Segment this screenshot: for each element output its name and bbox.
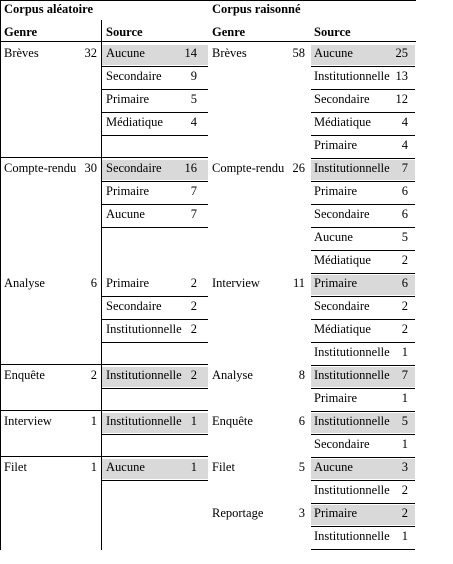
left-genre-name: Filet xyxy=(4,460,27,474)
right-source-name: Aucune xyxy=(314,46,353,60)
right-source-count: 1 xyxy=(401,437,408,451)
left-genre-count: 2 xyxy=(90,368,97,382)
left-source-rule xyxy=(102,319,208,320)
left-source-name: Institutionnelle xyxy=(106,368,182,382)
left-source-count: 2 xyxy=(190,368,197,382)
right-source-rule xyxy=(311,411,415,412)
right-source-name: Institutionnelle xyxy=(314,414,390,428)
left-source-count: 14 xyxy=(184,46,197,60)
right-genre-count: 5 xyxy=(298,460,305,474)
left-source-name: Secondaire xyxy=(106,69,162,83)
right-source-count: 25 xyxy=(395,46,408,60)
left-source-rule xyxy=(102,66,208,67)
right-source-name: Secondaire xyxy=(314,299,370,313)
left-source-count: 2 xyxy=(190,299,197,313)
left-genre-name: Enquête xyxy=(4,368,45,382)
right-source-name: Médiatique xyxy=(314,322,371,336)
left-source-rule xyxy=(102,388,208,389)
left-source-name: Institutionnelle xyxy=(106,322,182,336)
left-genre-count: 6 xyxy=(90,276,97,290)
right-source-count: 3 xyxy=(401,460,408,474)
right-source-rule xyxy=(311,296,415,297)
left-source-rule xyxy=(102,296,208,297)
right-genre-header: Genre xyxy=(212,25,246,39)
left-genre-name: Compte-rendu xyxy=(4,161,77,175)
header-divider xyxy=(0,41,416,42)
right-source-rule xyxy=(311,457,415,458)
right-genre-name: Filet xyxy=(212,460,235,474)
right-source-count: 4 xyxy=(401,138,408,152)
left-genre-count: 1 xyxy=(90,460,97,474)
right-genre-count: 3 xyxy=(298,506,305,520)
right-source-name: Primaire xyxy=(314,138,358,152)
right-genre-name: Enquête xyxy=(212,414,253,428)
left-source-rule xyxy=(102,227,208,228)
left-group-rule xyxy=(0,364,208,365)
right-source-rule xyxy=(311,204,415,205)
right-source-name: Institutionnelle xyxy=(314,368,390,382)
right-source-name: Primaire xyxy=(314,184,358,198)
left-source-count: 2 xyxy=(190,322,197,336)
left-source-count: 2 xyxy=(190,276,197,290)
right-source-rule xyxy=(311,181,415,182)
right-genre-count: 26 xyxy=(292,161,305,175)
right-source-header: Source xyxy=(314,25,351,39)
left-source-rule xyxy=(102,181,208,182)
left-source-name: Institutionnelle xyxy=(106,414,182,428)
right-source-name: Primaire xyxy=(314,276,358,290)
left-corpus-title: Corpus aléatoire xyxy=(4,2,93,16)
left-source-name: Aucune xyxy=(106,207,145,221)
right-source-name: Médiatique xyxy=(314,115,371,129)
left-source-name: Secondaire xyxy=(106,161,162,175)
right-genre-count: 11 xyxy=(292,276,305,290)
left-source-rule xyxy=(102,434,208,435)
left-genre-name: Interview xyxy=(4,414,52,428)
right-genre-count: 6 xyxy=(298,414,305,428)
right-source-rule xyxy=(311,112,415,113)
right-genre-name: Brèves xyxy=(212,46,247,60)
right-source-name: Aucune xyxy=(314,460,353,474)
top-border xyxy=(0,0,416,1)
left-genre-header: Genre xyxy=(4,25,38,39)
right-genre-count: 8 xyxy=(298,368,305,382)
left-group-rule xyxy=(0,157,208,158)
right-source-rule xyxy=(311,66,415,67)
left-edge xyxy=(0,0,1,550)
right-source-rule xyxy=(311,273,415,274)
left-source-count: 7 xyxy=(190,207,197,221)
right-source-count: 2 xyxy=(401,483,408,497)
left-source-count: 16 xyxy=(184,161,197,175)
right-source-count: 7 xyxy=(401,161,408,175)
right-corpus-title: Corpus raisonné xyxy=(212,2,301,16)
left-source-name: Médiatique xyxy=(106,115,163,129)
right-source-rule xyxy=(311,158,415,159)
right-source-count: 2 xyxy=(401,299,408,313)
right-source-rule xyxy=(311,549,415,550)
left-source-count: 9 xyxy=(190,69,197,83)
right-source-rule xyxy=(311,388,415,389)
right-genre-name: Reportage xyxy=(212,506,264,520)
right-genre-name: Interview xyxy=(212,276,260,290)
left-genre-name: Analyse xyxy=(4,276,45,290)
right-source-rule xyxy=(311,250,415,251)
left-group-rule xyxy=(0,410,208,411)
right-source-count: 5 xyxy=(401,414,408,428)
right-source-count: 2 xyxy=(401,322,408,336)
right-source-count: 6 xyxy=(401,276,408,290)
left-source-count: 1 xyxy=(190,460,197,474)
left-source-rule xyxy=(102,204,208,205)
left-source-rule xyxy=(102,89,208,90)
left-group-rule xyxy=(0,456,208,457)
right-source-rule xyxy=(311,365,415,366)
right-source-count: 12 xyxy=(395,92,408,106)
right-genre-count: 58 xyxy=(292,46,305,60)
left-source-name: Aucune xyxy=(106,46,145,60)
left-genre-count: 32 xyxy=(84,46,97,60)
right-source-count: 5 xyxy=(401,230,408,244)
left-source-rule xyxy=(102,480,208,481)
left-source-name: Aucune xyxy=(106,460,145,474)
right-source-rule xyxy=(311,342,415,343)
right-source-count: 6 xyxy=(401,207,408,221)
right-source-count: 1 xyxy=(401,345,408,359)
right-source-name: Médiatique xyxy=(314,253,371,267)
right-source-name: Secondaire xyxy=(314,92,370,106)
right-source-rule xyxy=(311,480,415,481)
right-source-rule xyxy=(311,503,415,504)
right-source-count: 7 xyxy=(401,368,408,382)
left-genre-count: 30 xyxy=(84,161,97,175)
left-genre-name: Brèves xyxy=(4,46,39,60)
left-source-count: 7 xyxy=(190,184,197,198)
left-source-name: Secondaire xyxy=(106,299,162,313)
left-source-name: Primaire xyxy=(106,276,150,290)
right-source-count: 2 xyxy=(401,253,408,267)
right-source-rule xyxy=(311,227,415,228)
left-genre-count: 1 xyxy=(90,414,97,428)
left-source-count: 4 xyxy=(190,115,197,129)
right-source-count: 2 xyxy=(401,506,408,520)
right-source-rule xyxy=(311,135,415,136)
left-source-header: Source xyxy=(106,25,143,39)
left-source-count: 5 xyxy=(190,92,197,106)
left-source-name: Primaire xyxy=(106,92,150,106)
right-source-count: 4 xyxy=(401,115,408,129)
right-source-rule xyxy=(311,319,415,320)
right-source-name: Institutionnelle xyxy=(314,345,390,359)
right-source-name: Secondaire xyxy=(314,437,370,451)
left-source-rule xyxy=(102,112,208,113)
right-source-name: Secondaire xyxy=(314,207,370,221)
left-source-count: 1 xyxy=(190,414,197,428)
right-genre-name: Compte-rendu xyxy=(212,161,285,175)
right-source-count: 6 xyxy=(401,184,408,198)
right-genre-name: Analyse xyxy=(212,368,253,382)
left-source-rule xyxy=(102,135,208,136)
right-source-name: Primaire xyxy=(314,391,358,405)
right-source-name: Primaire xyxy=(314,506,358,520)
left-source-rule xyxy=(102,342,208,343)
right-source-rule xyxy=(311,89,415,90)
right-source-rule xyxy=(311,434,415,435)
right-source-rule xyxy=(311,526,415,527)
right-source-name: Institutionnelle xyxy=(314,69,390,83)
right-source-count: 1 xyxy=(401,529,408,543)
left-source-name: Primaire xyxy=(106,184,150,198)
right-source-name: Aucune xyxy=(314,230,353,244)
right-source-count: 13 xyxy=(395,69,408,83)
right-source-name: Institutionnelle xyxy=(314,161,390,175)
right-source-name: Institutionnelle xyxy=(314,529,390,543)
right-source-name: Institutionnelle xyxy=(314,483,390,497)
right-source-count: 1 xyxy=(401,391,408,405)
